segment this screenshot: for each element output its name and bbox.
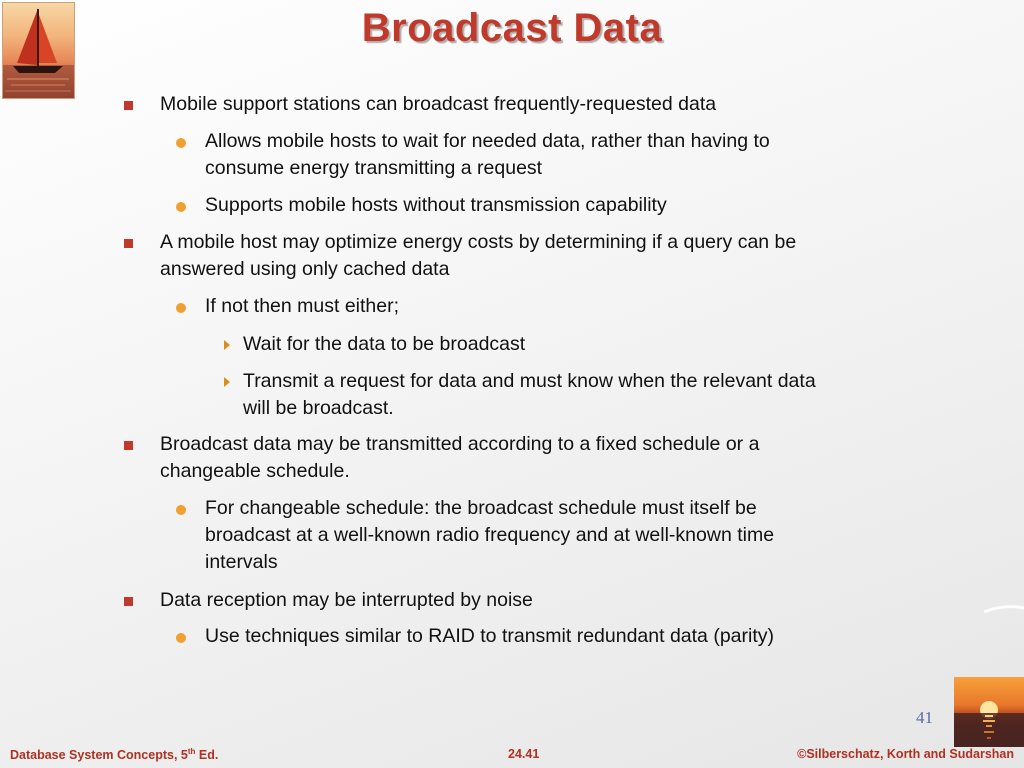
- sunset-image: [954, 677, 1024, 747]
- bullet-item: Transmit a request for data and must know when the relevant data will be broadcast.: [243, 370, 816, 419]
- circle-bullet-icon: [176, 138, 186, 148]
- bullet-item: If not then must either;: [205, 295, 400, 317]
- bullet-item: A mobile host may optimize energy costs by determining if a query can be answered using only cached data: [160, 231, 797, 280]
- bullet-item: Supports mobile hosts without transmission capability: [205, 194, 667, 216]
- circle-bullet-icon: [176, 303, 186, 313]
- footer-left: Database System Concepts, 5th Ed.: [10, 747, 219, 763]
- bullet-item: Broadcast data may be transmitted according to a fixed schedule or a changeable schedule.: [160, 433, 760, 482]
- bullet-item: For changeable schedule: the broadcast schedule must itself be broadcast at a well-known radio frequency and at well-known time intervals: [205, 497, 775, 573]
- bullet-item: Data reception may be interrupted by noise: [160, 589, 533, 611]
- bullet-item: Use techniques similar to RAID to transmit redundant data (parity): [205, 625, 774, 647]
- bullet-item: Allows mobile hosts to wait for needed data, rather than having to consume energy transmitting a request: [205, 130, 770, 179]
- page-number: 41: [916, 708, 933, 727]
- bullet-item: Wait for the data to be broadcast: [243, 333, 526, 355]
- square-bullet-icon: [124, 239, 133, 248]
- decorative-swoosh-icon: [984, 600, 1024, 620]
- bullet-item: Mobile support stations can broadcast frequently-requested data: [160, 93, 717, 115]
- circle-bullet-icon: [176, 505, 186, 515]
- footer-right: ©Silberschatz, Korth and Sudarshan: [797, 747, 1014, 761]
- slide-title: Broadcast Data: [361, 6, 663, 50]
- square-bullet-icon: [124, 597, 133, 606]
- footer-center: 24.41: [508, 747, 540, 761]
- arrow-bullet-icon: [224, 340, 230, 350]
- circle-bullet-icon: [176, 633, 186, 643]
- circle-bullet-icon: [176, 202, 186, 212]
- square-bullet-icon: [124, 101, 133, 110]
- square-bullet-icon: [124, 441, 133, 450]
- arrow-bullet-icon: [224, 377, 230, 387]
